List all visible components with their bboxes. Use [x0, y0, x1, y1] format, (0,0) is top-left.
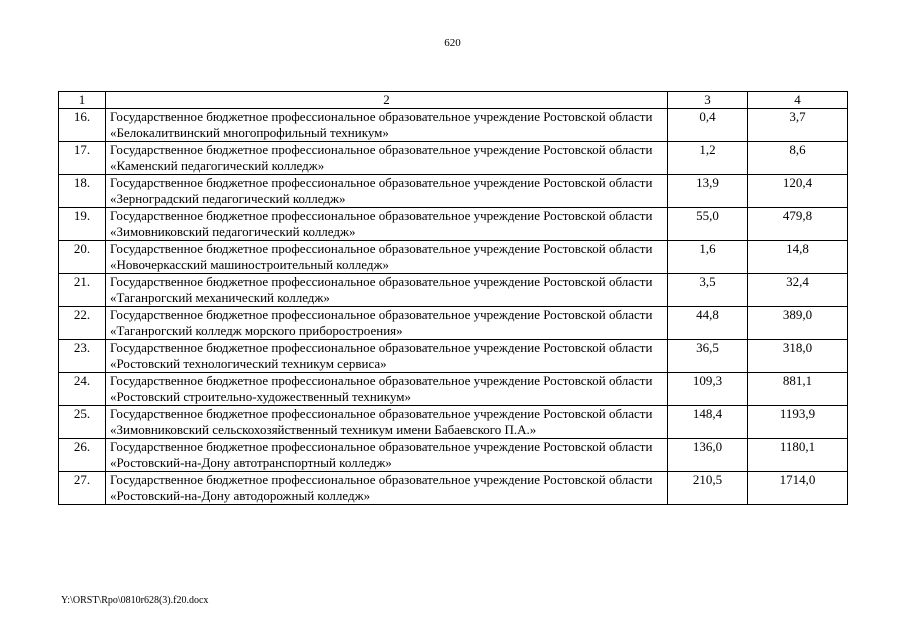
- row-number: 23.: [59, 340, 106, 373]
- institution-name: Государственное бюджетное профессиональное образовательное учреждение Ростовской области «Новочеркасский машиностроительный колледж»: [106, 241, 668, 274]
- value-col3: 44,8: [668, 307, 748, 340]
- table-row: [59, 340, 848, 373]
- table-row: [59, 439, 848, 472]
- institution-name: Государственное бюджетное профессиональное образовательное учреждение Ростовской области «Ростовский-на-Дону автодорожный колледж»: [106, 472, 668, 505]
- table-row: [59, 109, 848, 142]
- value-col3: 0,4: [668, 109, 748, 142]
- table-row: [59, 373, 848, 406]
- value-col4: 881,1: [748, 373, 848, 406]
- row-number: 20.: [59, 241, 106, 274]
- institution-name: Государственное бюджетное профессиональное образовательное учреждение Ростовской области «Таганрогский механический колледж»: [106, 274, 668, 307]
- value-col4: 1180,1: [748, 439, 848, 472]
- value-col4: 389,0: [748, 307, 848, 340]
- value-col3: 109,3: [668, 373, 748, 406]
- value-col4: 1193,9: [748, 406, 848, 439]
- header-cell-3: 3: [668, 92, 748, 109]
- table-row: [59, 274, 848, 307]
- value-col3: 136,0: [668, 439, 748, 472]
- value-col3: 13,9: [668, 175, 748, 208]
- row-number: 27.: [59, 472, 106, 505]
- value-col3: 1,2: [668, 142, 748, 175]
- institution-name: Государственное бюджетное профессиональное образовательное учреждение Ростовской области «Каменский педагогический колледж»: [106, 142, 668, 175]
- institution-name: Государственное бюджетное профессиональное образовательное учреждение Ростовской области «Белокалитвинский многопрофильный техникум»: [106, 109, 668, 142]
- value-col4: 479,8: [748, 208, 848, 241]
- table-row: [59, 142, 848, 175]
- footer-file-path: Y:\ORST\Rpo\0810r628(3).f20.docx: [61, 595, 209, 606]
- row-number: 16.: [59, 109, 106, 142]
- institution-name: Государственное бюджетное профессиональное образовательное учреждение Ростовской области «Зимовниковский сельскохозяйственный техникум имени Бабаевского П.А.»: [106, 406, 668, 439]
- value-col3: 3,5: [668, 274, 748, 307]
- institution-name: Государственное бюджетное профессиональное образовательное учреждение Ростовской области «Ростовский строительно-художественный техникум»: [106, 373, 668, 406]
- row-number: 17.: [59, 142, 106, 175]
- value-col3: 55,0: [668, 208, 748, 241]
- table-row: [59, 241, 848, 274]
- institution-name: Государственное бюджетное профессиональное образовательное учреждение Ростовской области «Ростовский технологический техникум сервиса»: [106, 340, 668, 373]
- value-col4: 120,4: [748, 175, 848, 208]
- table-row: [59, 472, 848, 505]
- institution-name: Государственное бюджетное профессиональное образовательное учреждение Ростовской области «Таганрогский колледж морского приборостроения»: [106, 307, 668, 340]
- table-row: [59, 307, 848, 340]
- row-number: 22.: [59, 307, 106, 340]
- row-number: 25.: [59, 406, 106, 439]
- data-table: [58, 91, 848, 505]
- header-cell-4: 4: [748, 92, 848, 109]
- institution-name: Государственное бюджетное профессиональное образовательное учреждение Ростовской области «Ростовский-на-Дону автотранспортный колледж»: [106, 439, 668, 472]
- header-cell-2: 2: [106, 92, 668, 109]
- value-col3: 210,5: [668, 472, 748, 505]
- table-row: [59, 406, 848, 439]
- institution-name: Государственное бюджетное профессиональное образовательное учреждение Ростовской области «Зерноградский педагогический колледж»: [106, 175, 668, 208]
- value-col4: 318,0: [748, 340, 848, 373]
- table-row: [59, 208, 848, 241]
- value-col4: 1714,0: [748, 472, 848, 505]
- value-col3: 36,5: [668, 340, 748, 373]
- row-number: 18.: [59, 175, 106, 208]
- row-number: 21.: [59, 274, 106, 307]
- row-number: 19.: [59, 208, 106, 241]
- value-col4: 8,6: [748, 142, 848, 175]
- page-number: 620: [444, 37, 461, 49]
- value-col4: 14,8: [748, 241, 848, 274]
- table-row: [59, 175, 848, 208]
- value-col3: 1,6: [668, 241, 748, 274]
- header-cell-1: 1: [59, 92, 106, 109]
- table-header-row: [59, 92, 848, 109]
- value-col4: 3,7: [748, 109, 848, 142]
- row-number: 24.: [59, 373, 106, 406]
- institution-name: Государственное бюджетное профессиональное образовательное учреждение Ростовской области «Зимовниковский педагогический колледж»: [106, 208, 668, 241]
- value-col3: 148,4: [668, 406, 748, 439]
- value-col4: 32,4: [748, 274, 848, 307]
- row-number: 26.: [59, 439, 106, 472]
